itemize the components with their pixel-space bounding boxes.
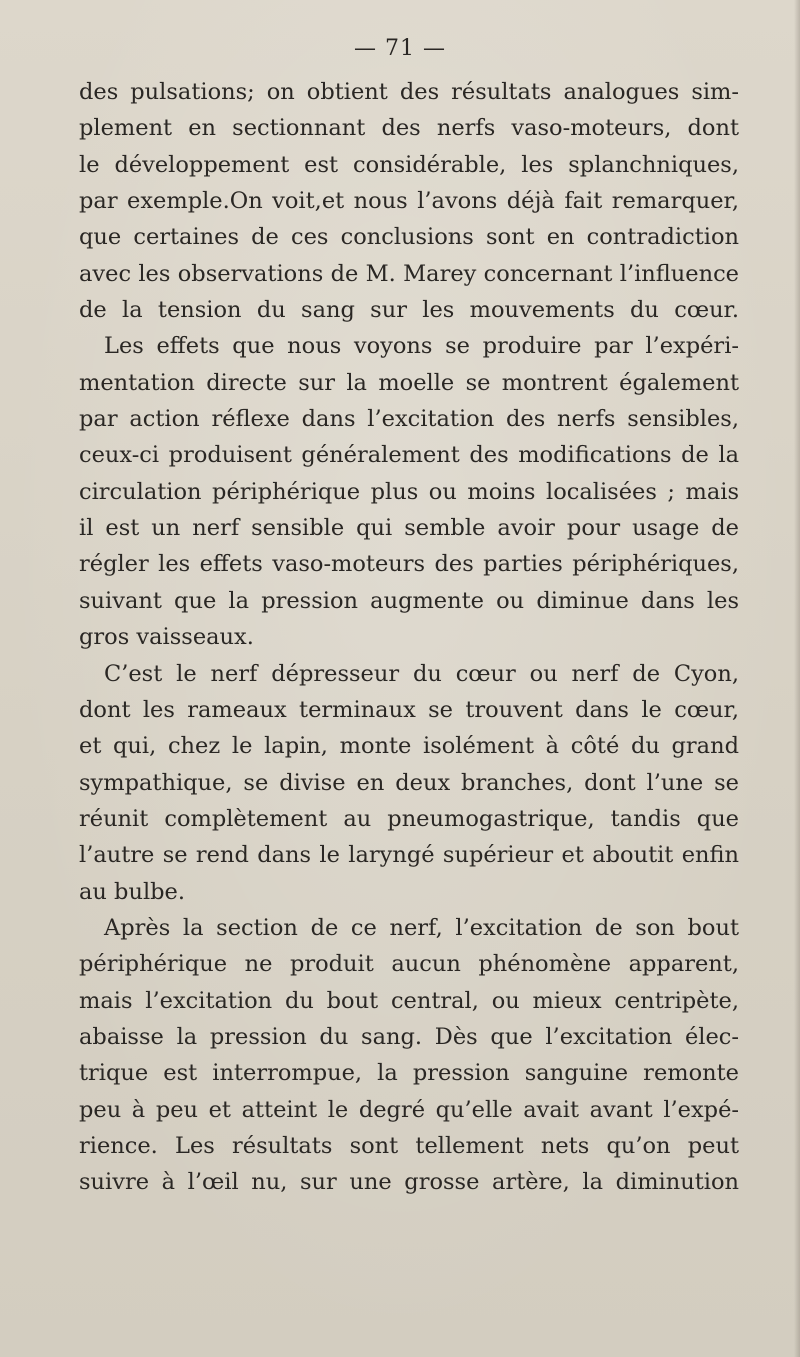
- text-line: par action réflexe dans l’excitation des nerfs sensibles,: [79, 406, 739, 433]
- text-line: le développement est considérable, les splanchniques,: [79, 151, 739, 178]
- text-line: sympathique, se divise en deux branches, dont l’une se: [79, 769, 739, 796]
- text-line: périphérique ne produit aucun phénomène apparent,: [79, 951, 739, 978]
- text-line: Les effets que nous voyons se produire par l’expéri-: [104, 333, 739, 360]
- text-line: des pulsations; on obtient des résultats analogues sim-: [79, 79, 739, 105]
- text-line: mentation directe sur la moelle se montrent également: [79, 369, 739, 396]
- text-line: Après la section de ce nerf, l’excitation de son bout: [104, 914, 739, 941]
- text-line: trique est interrompue, la pression sanguine remonte: [79, 1060, 739, 1087]
- text-line: l’autre se rend dans le laryngé supérieur et aboutit enfin: [79, 842, 739, 869]
- text-line: régler les effets vaso-moteurs des parties périphériques,: [79, 551, 739, 578]
- text-line: de la tension du sang sur les mouvements du cœur.: [79, 297, 739, 324]
- text-line: par exemple.On voit,et nous l’avons déjà fait remarquer,: [79, 188, 739, 215]
- body-text: [79, 74, 739, 1201]
- text-line: dont les rameaux terminaux se trouvent dans le cœur,: [79, 696, 739, 723]
- page-number: — 71 —: [354, 36, 446, 61]
- text-line: que certaines de ces conclusions sont en contradiction: [79, 224, 739, 251]
- text-line: ceux-ci produisent généralement des modifications de la: [79, 442, 739, 469]
- text-line: rience. Les résultats sont tellement nets qu’on peut: [79, 1132, 739, 1159]
- text-line: plement en sectionnant des nerfs vaso-moteurs, dont: [79, 115, 739, 142]
- text-line: circulation périphérique plus ou moins localisées ; mais: [79, 478, 739, 505]
- text-line: C’est le nerf dépresseur du cœur ou nerf de Cyon,: [104, 660, 739, 687]
- text-line: avec les observations de M. Marey concernant l’influence: [79, 260, 739, 287]
- text-line: il est un nerf sensible qui semble avoir pour usage de: [79, 515, 739, 542]
- text-line: abaisse la pression du sang. Dès que l’excitation élec-: [79, 1023, 739, 1050]
- text-line: peu à peu et atteint le degré qu’elle avait avant l’expé-: [79, 1096, 739, 1123]
- text-line: suivre à l’œil nu, sur une grosse artère, la diminution: [79, 1169, 739, 1196]
- text-line: et qui, chez le lapin, monte isolément à côté du grand: [79, 733, 739, 760]
- text-line: suivant que la pression augmente ou diminue dans les: [79, 587, 739, 614]
- text-line: réunit complètement au pneumogastrique, tandis que: [79, 805, 739, 832]
- text-line: mais l’excitation du bout central, ou mieux centripète,: [79, 987, 739, 1014]
- text-line: au bulbe.: [79, 878, 186, 905]
- text-line: gros vaisseaux.: [79, 624, 254, 651]
